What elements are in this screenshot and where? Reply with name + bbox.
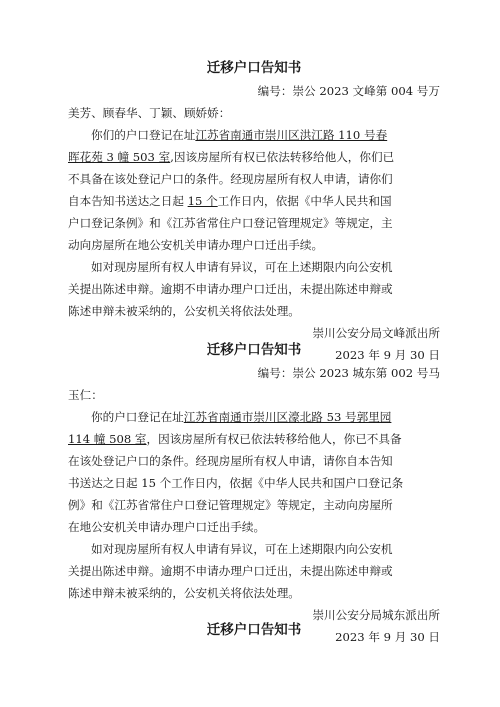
issuer-signature: 崇川公安分局文峰派出所 xyxy=(312,326,440,340)
body-line: 关提出陈述申辩。逾期不申请办理户口迁出，未提出陈述申辩或 xyxy=(68,564,393,578)
notice-1 xyxy=(68,58,440,366)
text-run: ,因该房屋所有权已依法转移给他人，你们已 xyxy=(170,150,395,164)
text-run: ，因该房屋所有权已依法转移给他人，你已不具备 xyxy=(146,432,402,446)
body-line xyxy=(68,146,440,168)
body-line: 在地公安机关申请办理户口迁出手续。 xyxy=(68,520,266,534)
body-line: 关提出陈述申辩。逾期不申请办理户口迁出，未提出陈述申辩或 xyxy=(68,282,393,296)
notice-title: 迁移户口告知书 xyxy=(206,60,302,76)
notice-number: 编号：崇公 2023 文峰第 004 号万 xyxy=(257,84,440,98)
body-line xyxy=(68,406,440,428)
notice-title: 迁移户口告知书 xyxy=(206,622,302,638)
body-line: 例》和《江苏省常住户口登记管理规定》等规定，主动向房屋所 xyxy=(68,498,393,512)
text-run: 你的户口登记在址 xyxy=(91,410,184,424)
body-line: 不具备在该处登记户口的条件。经现房屋所有权人申请，请你们 xyxy=(68,172,393,186)
body-line: 如对现房屋所有权人申请有异议，可在上述期限内向公安机 xyxy=(91,542,393,556)
body-line: 书送达之日起 15 个工作日内，依据《中华人民共和国户口登记条 xyxy=(68,476,404,490)
text-run: 你们的户口登记在址 xyxy=(91,128,196,142)
body-line: 动向房屋所在地公安机关申请办理户口迁出手续。 xyxy=(68,238,324,252)
body-line xyxy=(68,124,440,146)
issue-date: 2023 年 9 月 30 日 xyxy=(335,630,440,644)
addressee: 玉仁： xyxy=(68,388,103,402)
notice-3 xyxy=(68,620,440,642)
registered-address: 江苏省南通市崇川区濠北路 53 号郭里园 xyxy=(183,410,392,424)
deadline-days: 15 个 xyxy=(187,194,218,208)
addressee: 美芳、顾春华、丁颖、顾娇娇： xyxy=(68,106,231,120)
body-line: 陈述申辩未被采纳的，公安机关将依法处理。 xyxy=(68,304,300,318)
body-line: 在该处登记户口的条件。经现房屋所有权人申请，请你自本告知 xyxy=(68,454,393,468)
registered-address: 江苏省南通市崇川区洪江路 110 号春 xyxy=(195,128,388,142)
body-line: 如对现房屋所有权人申请有异议，可在上述期限内向公安机 xyxy=(91,260,393,274)
body-line: 户口登记条例》和《江苏省常住户口登记管理规定》等规定，主 xyxy=(68,216,393,230)
body-line: 陈述申辩未被采纳的，公安机关将依法处理。 xyxy=(68,586,300,600)
issue-date: 2023 年 9 月 30 日 xyxy=(335,348,440,362)
issuer-signature: 崇川公安分局城东派出所 xyxy=(312,608,440,622)
body-line xyxy=(68,428,440,450)
registered-address-cont: 晖花苑 3 幢 503 室 xyxy=(68,150,171,164)
body-line xyxy=(68,190,440,212)
registered-address-cont: 114 幢 508 室 xyxy=(68,432,147,446)
text-run: 工作日内，依据《中华人民共和国 xyxy=(217,194,392,208)
notice-2 xyxy=(68,340,440,648)
text-run: 自本告知书送达之日起 xyxy=(68,194,188,208)
notice-title: 迁移户口告知书 xyxy=(206,342,302,358)
notice-number: 编号：崇公 2023 城东第 002 号马 xyxy=(257,366,440,380)
